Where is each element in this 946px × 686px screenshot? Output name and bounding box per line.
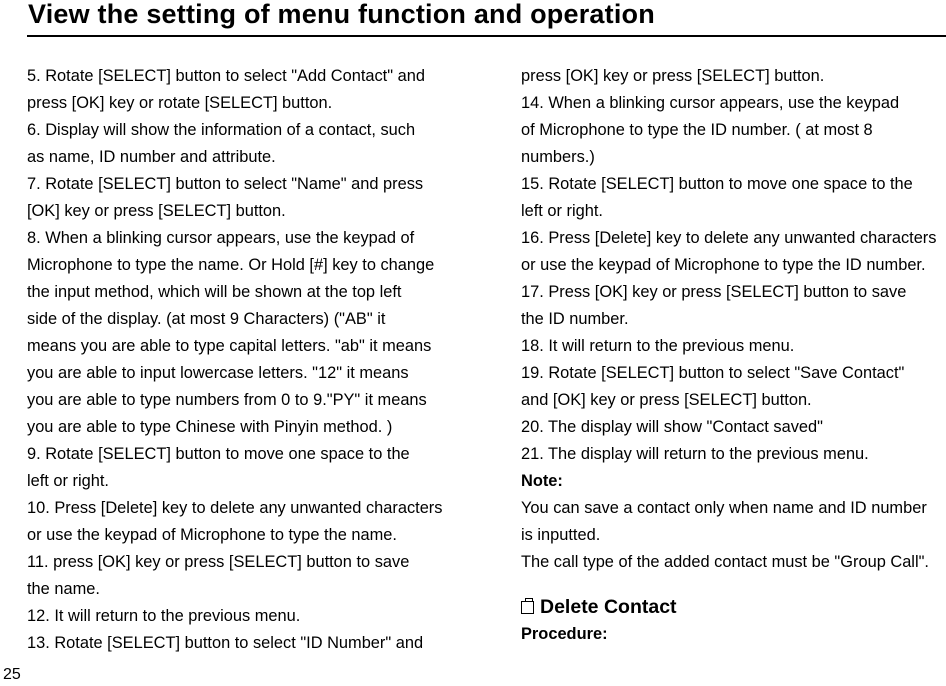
title-underline [27, 35, 946, 37]
text-line: you are able to type numbers from 0 to 9."PY" it means [27, 391, 427, 409]
text-line: 19. Rotate [SELECT] button to select "Save Contact" [521, 364, 905, 382]
text-line: 6. Display will show the information of a contact, such [27, 121, 416, 139]
page-title: View the setting of menu function and operation [28, 0, 655, 29]
text-line: means you are able to type capital letters. "ab" it means [27, 337, 432, 355]
note-heading: Note: [521, 472, 563, 490]
text-line: left or right. [521, 202, 603, 220]
text-line: numbers.) [521, 148, 595, 166]
text-line: press [OK] key or rotate [SELECT] button. [27, 94, 333, 112]
text-line: and [OK] key or press [SELECT] button. [521, 391, 812, 409]
note-line: The call type of the added contact must be "Group Call". [521, 553, 929, 571]
text-line: 12. It will return to the previous menu. [27, 607, 301, 625]
right-column [521, 63, 946, 648]
text-line: 13. Rotate [SELECT] button to select "ID Number" and [27, 634, 424, 652]
text-line: 7. Rotate [SELECT] button to select "Name" and press [27, 175, 424, 193]
text-line: you are able to type Chinese with Pinyin method. ) [27, 418, 393, 436]
trash-icon [521, 601, 534, 614]
text-line: the ID number. [521, 310, 629, 328]
text-line: [OK] key or press [SELECT] button. [27, 202, 286, 220]
left-column [27, 63, 459, 657]
text-line: 16. Press [Delete] key to delete any unwanted characters [521, 229, 937, 247]
text-line: 17. Press [OK] key or press [SELECT] button to save [521, 283, 907, 301]
section-title: Delete Contact [540, 596, 677, 618]
text-line: 20. The display will show "Contact saved" [521, 418, 823, 436]
text-line: 14. When a blinking cursor appears, use the keypad [521, 94, 900, 112]
text-line: 21. The display will return to the previous menu. [521, 445, 869, 463]
section-heading-delete-contact [521, 594, 946, 621]
text-line: 15. Rotate [SELECT] button to move one space to the [521, 175, 913, 193]
text-line: 10. Press [Delete] key to delete any unwanted characters [27, 499, 443, 517]
text-line: as name, ID number and attribute. [27, 148, 276, 166]
text-line: or use the keypad of Microphone to type the name. [27, 526, 397, 544]
text-line: 18. It will return to the previous menu. [521, 337, 795, 355]
text-line: the input method, which will be shown at the top left [27, 283, 402, 301]
note-line: is inputted. [521, 526, 601, 544]
text-line: 5. Rotate [SELECT] button to select "Add Contact" and [27, 67, 425, 85]
text-line: the name. [27, 580, 100, 598]
text-line: Microphone to type the name. Or Hold [#] key to change [27, 256, 435, 274]
text-line: 9. Rotate [SELECT] button to move one space to the [27, 445, 410, 463]
text-line: left or right. [27, 472, 109, 490]
text-line: 11. press [OK] key or press [SELECT] button to save [27, 553, 410, 571]
text-line: of Microphone to type the ID number. ( at most 8 [521, 121, 873, 139]
procedure-label: Procedure: [521, 625, 608, 643]
page-number: 25 [3, 666, 21, 683]
text-line: or use the keypad of Microphone to type the ID number. [521, 256, 926, 274]
text-line: you are able to input lowercase letters. "12" it means [27, 364, 409, 382]
note-line: You can save a contact only when name and ID number [521, 499, 927, 517]
text-line: 8. When a blinking cursor appears, use the keypad of [27, 229, 415, 247]
text-line: side of the display. (at most 9 Characters) ("AB" it [27, 310, 386, 328]
text-line: press [OK] key or press [SELECT] button. [521, 67, 825, 85]
